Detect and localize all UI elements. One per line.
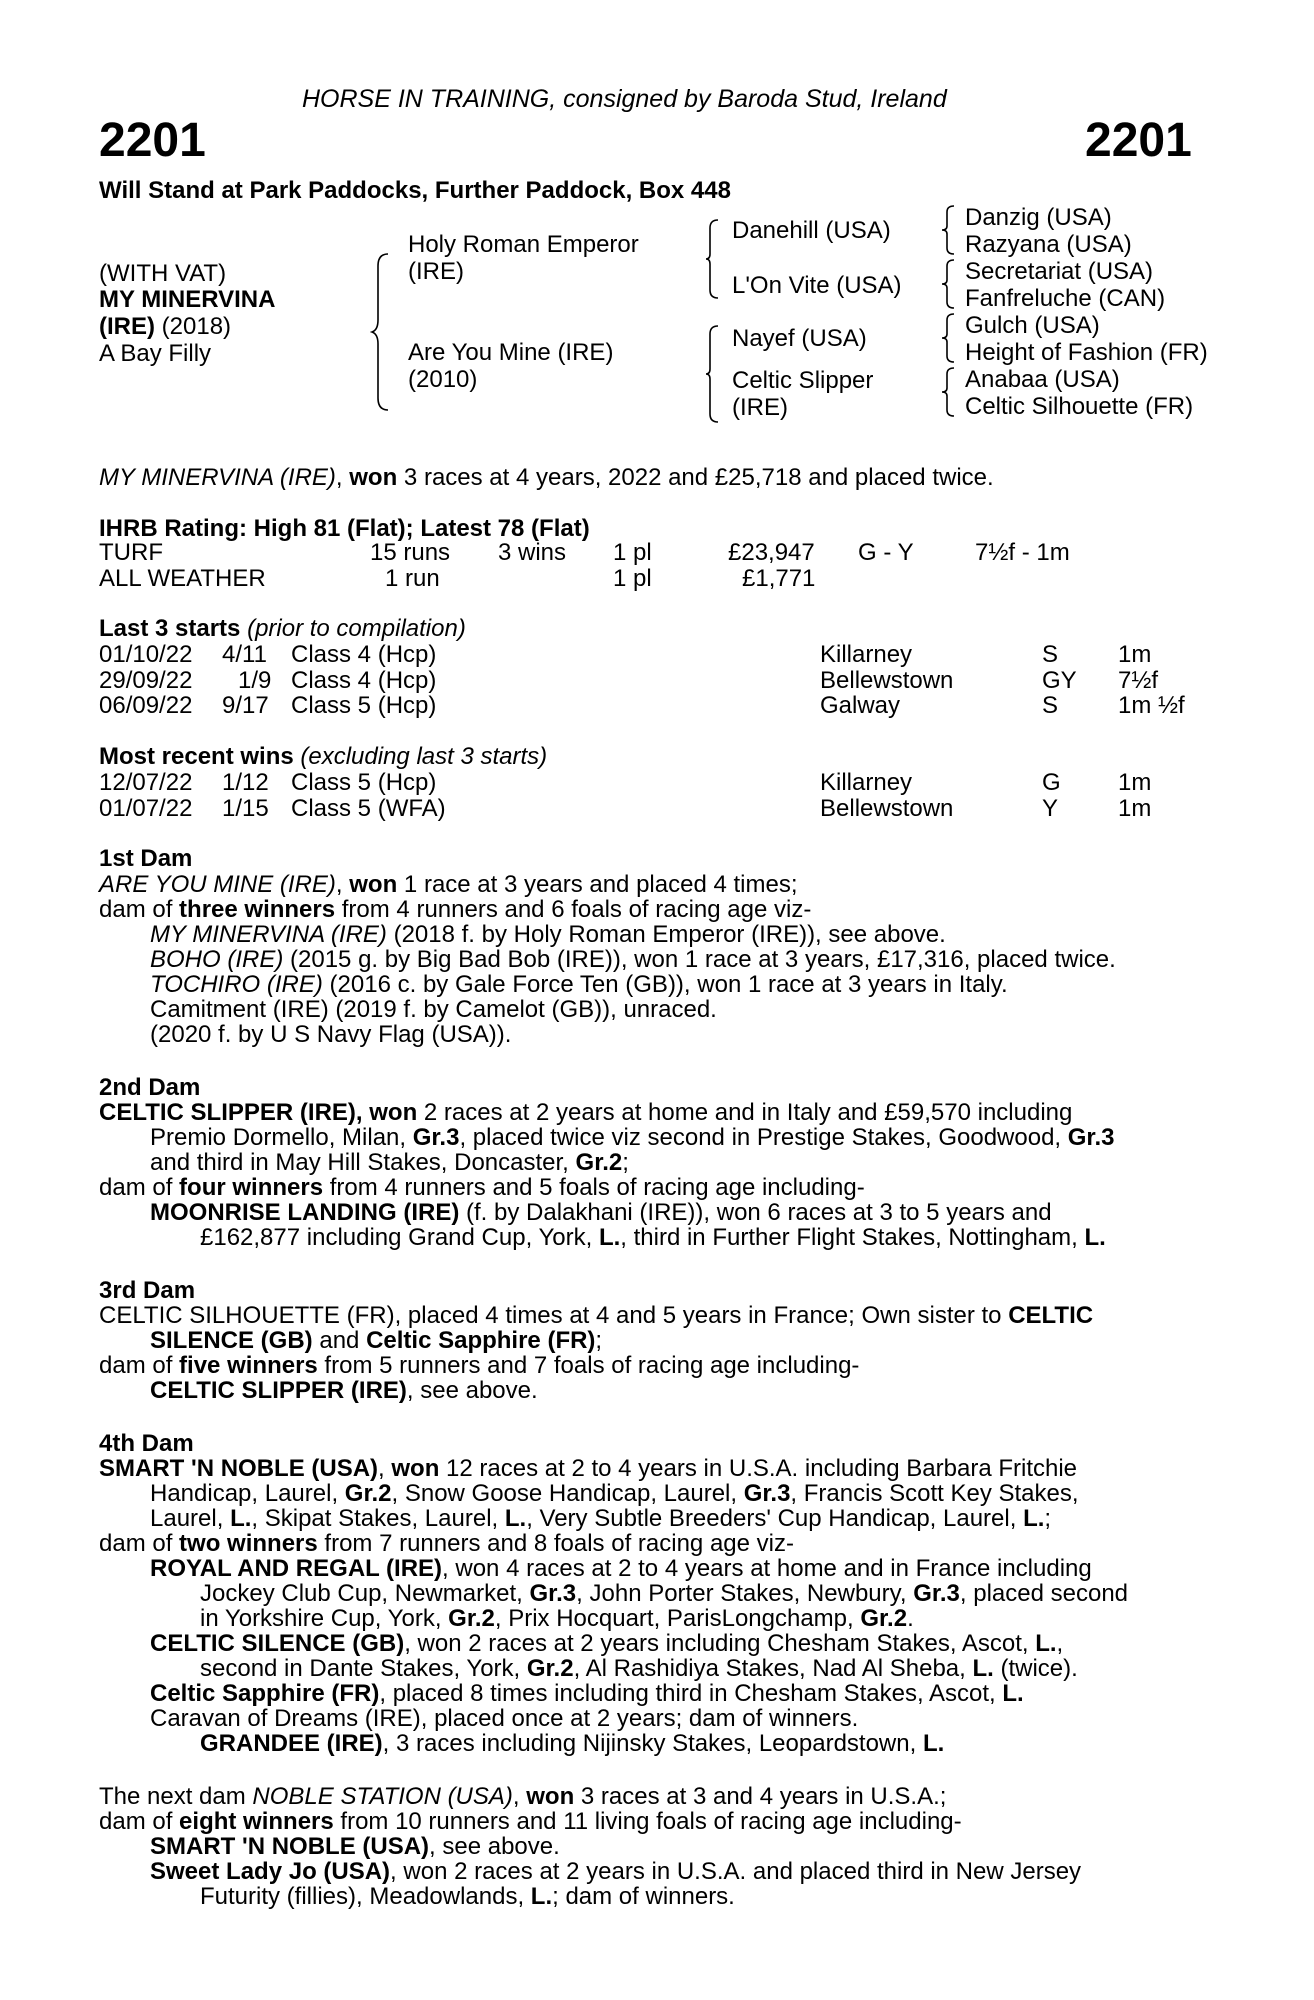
brace-g2 — [940, 258, 958, 310]
brace-g1 — [940, 204, 958, 256]
first-dam-title: 1st Dam — [99, 845, 193, 872]
ggs-5: Gulch (USA) — [965, 312, 1100, 339]
horse-description: A Bay Filly — [99, 340, 212, 367]
brace-g3 — [940, 312, 958, 364]
pedigree-brace-sire — [704, 218, 722, 300]
brace-g4 — [940, 366, 958, 418]
ggs-4: Fanfreluche (CAN) — [965, 285, 1166, 312]
third-dam-title: 3rd Dam — [99, 1277, 196, 1304]
stand-location: Will Stand at Park Paddocks, Further Paddock, Box 448 — [99, 177, 731, 204]
ggs-2: Razyana (USA) — [965, 231, 1132, 258]
ggs-6: Height of Fashion (FR) — [965, 339, 1208, 366]
last3-title: Last 3 starts (prior to compilation) — [99, 615, 466, 642]
ggs-3: Secretariat (USA) — [965, 258, 1154, 285]
sire-dam: L'On Vite (USA) — [732, 272, 902, 299]
dam-sire: Nayef (USA) — [732, 325, 867, 352]
second-dam-title: 2nd Dam — [99, 1074, 201, 1101]
lot-number-left: 2201 — [99, 114, 206, 167]
consignment-line: HORSE IN TRAINING, consigned by Baroda Stud, Ireland — [302, 85, 947, 113]
horse-name: MY MINERVINA — [99, 286, 276, 313]
pedigree-brace-main — [370, 252, 392, 412]
horse-country-year: (IRE) (2018) — [99, 313, 232, 340]
race-summary: MY MINERVINA (IRE), won 3 races at 4 years, 2022 and £25,718 and placed twice. — [99, 464, 994, 491]
sire-sire: Danehill (USA) — [732, 217, 891, 244]
sire-country: (IRE) — [408, 258, 464, 285]
ggs-8: Celtic Silhouette (FR) — [965, 393, 1194, 420]
dam: Are You Mine (IRE) — [408, 339, 614, 366]
fourth-dam-title: 4th Dam — [99, 1430, 194, 1457]
pedigree-brace-dam — [704, 324, 722, 424]
ggs-1: Danzig (USA) — [965, 204, 1112, 231]
dam-dam-country: (IRE) — [732, 394, 788, 421]
ggs-7: Anabaa (USA) — [965, 366, 1120, 393]
rating-title: IHRB Rating: High 81 (Flat); Latest 78 (Flat) — [99, 515, 590, 542]
vat-note: (WITH VAT) — [99, 260, 227, 287]
lot-number-right: 2201 — [1085, 114, 1192, 167]
recent-title: Most recent wins (excluding last 3 starts) — [99, 743, 548, 770]
sire: Holy Roman Emperor — [408, 231, 639, 258]
dam-year: (2010) — [408, 366, 478, 393]
dam-dam: Celtic Slipper — [732, 367, 874, 394]
